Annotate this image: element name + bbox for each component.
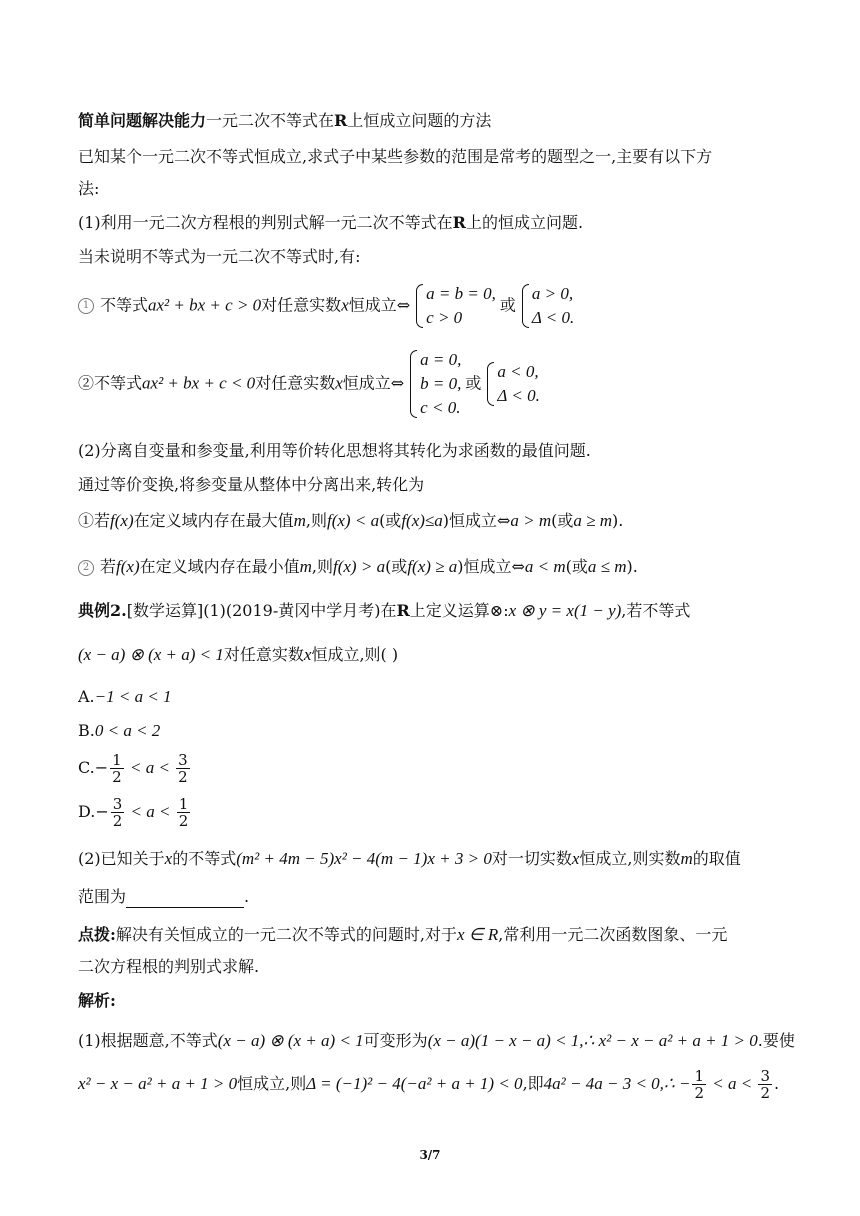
method-1 — [78, 212, 583, 234]
sys-row: c < 0. — [420, 398, 461, 417]
question-2 — [78, 848, 741, 870]
rule-text: ①若 — [78, 511, 111, 530]
q2-expr: m — [680, 849, 693, 868]
rule-expr: m — [293, 511, 306, 530]
circled-number-2: ② — [78, 373, 95, 393]
option-expr: −1 < a < 1 — [94, 687, 172, 706]
example-question — [78, 644, 398, 666]
example-expr: (x − a) ⊗ (x + a) < 1 — [78, 645, 224, 664]
case-1-expr: ax² + bx + c > 0 — [148, 295, 262, 315]
case-1-tail: 恒成立⇔ — [348, 295, 411, 315]
case-2-system-2 — [485, 360, 539, 408]
circled-number-1: 1 — [78, 298, 94, 314]
denominator: 2 — [694, 1084, 705, 1102]
q2-text: 范围为 — [78, 887, 127, 906]
q2-text: . — [244, 887, 250, 906]
case-1 — [78, 282, 578, 330]
example-text: 上定义运算⊗: — [409, 601, 509, 620]
solution-text: (1)根据题意,不等式 — [78, 1031, 218, 1050]
solution-label: 解析: — [78, 991, 116, 1010]
sys-row: c > 0 — [426, 308, 463, 327]
example-text: ,若不等式 — [621, 601, 691, 620]
q2-expr: x — [571, 849, 580, 868]
hint-line-2: 二次方程根的判别式求解. — [78, 957, 260, 976]
rule-text: )恒成立⇔ — [442, 511, 511, 530]
option-label: C. — [78, 758, 95, 777]
rule-text: ,则 — [311, 557, 333, 576]
option-expr: − — [95, 802, 109, 821]
option-label: B. — [78, 721, 95, 740]
heading-text: 一元二次不等式在 — [206, 111, 335, 130]
rule-text: (或 — [385, 557, 408, 576]
case-1-label: 不等式 — [100, 295, 149, 315]
option-d — [78, 796, 192, 829]
rule-expr: m — [299, 557, 312, 576]
case-2-x: x — [335, 373, 343, 393]
case-1-x: x — [341, 295, 349, 315]
option-expr: < a < — [126, 802, 175, 821]
rule-text: 在定义域内存在最小值 — [139, 557, 300, 576]
case-2-label: 不等式 — [94, 373, 143, 393]
rule-text: )恒成立⇔ — [457, 557, 525, 576]
rule-expr: a ≥ m — [573, 511, 613, 530]
intro-line-1: 已知某个一元二次不等式恒成立,求式子中某些参数的范围是常考的题型之一,主要有以下方 — [78, 147, 713, 166]
option-label: D. — [78, 802, 96, 821]
case-2-mid: 对任意实数 — [255, 373, 336, 393]
q2-text: 恒成立,则实数 — [579, 849, 681, 868]
denominator: 2 — [112, 768, 122, 786]
example-label: 典例2. — [78, 601, 127, 620]
numerator: 1 — [112, 751, 122, 769]
solution-text: .要使 — [757, 1031, 795, 1050]
denominator: 2 — [760, 1084, 771, 1102]
hint-text: ,常利用一元二次函数图象、一元 — [498, 925, 728, 944]
sys-row: a = 0, — [420, 350, 462, 369]
q2-expr: (m² + 4m − 5)x² − 4(m − 1)x + 3 > 0 — [236, 849, 492, 868]
fraction — [177, 796, 191, 829]
option-b — [78, 720, 160, 742]
q2-text: 的取值 — [692, 849, 741, 868]
rule-text: (或 — [551, 511, 574, 530]
example-expr: x ⊗ y = x(1 − y) — [508, 601, 622, 620]
case-1-system-2 — [520, 282, 574, 330]
heading-bold: 简单问题解决能力 — [78, 111, 207, 130]
circled-number-2: 2 — [78, 560, 94, 576]
fraction — [176, 752, 190, 785]
denominator: 2 — [112, 812, 123, 830]
fraction — [110, 752, 124, 785]
method-1-R: R — [452, 213, 466, 232]
rule-expr: a < m — [524, 557, 566, 576]
rule-expr: f(x) > a — [333, 557, 386, 576]
or-text: 或 — [499, 295, 516, 315]
solution-text: 可变形为 — [363, 1031, 428, 1050]
rule-text: ,则 — [305, 511, 327, 530]
example-text: 对任意实数 — [223, 645, 304, 664]
sys-row: a < 0, — [497, 362, 539, 381]
q2-text: 对一切实数 — [491, 849, 572, 868]
fraction — [758, 1068, 772, 1101]
method-1-text: (1)利用一元二次方程根的判别式解一元二次不等式在 — [78, 213, 453, 232]
case-2-expr: ax² + bx + c < 0 — [142, 373, 256, 393]
method-1-note: 当未说明不等式为一元二次不等式时,有: — [78, 247, 361, 266]
example-text: [数学运算](1)(2019-黄冈中学月考)在 — [126, 601, 397, 620]
rule-text: (或 — [379, 511, 402, 530]
rule-expr: f(x) — [110, 511, 134, 530]
example-text: 恒成立,则( ) — [311, 645, 399, 664]
rule-expr: a > m — [510, 511, 552, 530]
rule-text: 在定义域内存在最大值 — [133, 511, 294, 530]
solution-line-2 — [78, 1068, 779, 1101]
q2-expr: x — [164, 849, 173, 868]
example-header — [78, 600, 690, 622]
fraction — [692, 1068, 706, 1101]
solution-expr: x² − x − a² + a + 1 > 0 — [78, 1074, 238, 1093]
denominator: 2 — [178, 768, 188, 786]
solution-text: . — [774, 1074, 780, 1093]
hint-expr: x ∈ R — [457, 925, 499, 944]
method-2: (2)分离自变量和参变量,利用等价转化思想将其转化为求函数的最值问题. — [78, 441, 591, 460]
method-1-tail: 上的恒成立问题. — [465, 213, 584, 232]
or-text: 或 — [465, 373, 482, 393]
page-number: 3/7 — [419, 1148, 441, 1162]
rule-text: ). — [626, 557, 638, 576]
option-c — [78, 752, 192, 785]
rule-expr: ≤ — [424, 511, 435, 530]
solution-expr: (x − a) ⊗ (x + a) < 1 — [217, 1031, 364, 1050]
denominator: 2 — [178, 812, 189, 830]
case-1-mid: 对任意实数 — [261, 295, 342, 315]
option-a — [78, 686, 172, 708]
option-label: A. — [78, 687, 95, 706]
solution-expr: Δ = (−1)² − 4(−a² + a + 1) < 0 — [306, 1074, 523, 1093]
solution-text: ,即 — [522, 1074, 544, 1093]
rule-2 — [78, 556, 638, 578]
rule-expr: f(x) — [401, 511, 425, 530]
heading-R: R — [334, 111, 348, 130]
rule-1 — [78, 510, 623, 532]
case-2-system-1 — [408, 348, 461, 420]
method-2-note: 通过等价变换,将参变量从整体中分离出来,转化为 — [78, 475, 425, 494]
sys-row: a = b = 0, — [426, 284, 496, 303]
rule-text: (或 — [565, 557, 588, 576]
numerator: 3 — [178, 751, 188, 769]
solution-expr: (x − a)(1 − x − a) < 1,∴ x² − x − a² + a + 1 > 0 — [427, 1031, 758, 1050]
case-1-system-1 — [414, 282, 496, 330]
section-heading — [78, 110, 491, 132]
q2-text: 的不等式 — [172, 849, 237, 868]
fraction — [111, 796, 125, 829]
example-expr: x — [303, 645, 312, 664]
rule-expr: a — [434, 511, 443, 530]
sys-row: a > 0, — [531, 284, 574, 303]
case-2 — [78, 348, 544, 420]
hint-label: 点拨: — [78, 925, 116, 944]
hint-text: 解决有关恒成立的一元二次不等式的问题时,对于 — [115, 925, 458, 944]
numerator: 1 — [178, 795, 189, 813]
sys-row: Δ < 0. — [497, 386, 540, 405]
rule-expr: f(x) — [116, 557, 140, 576]
rule-expr: f(x) ≥ a — [407, 557, 458, 576]
answer-blank — [126, 891, 244, 908]
numerator: 3 — [112, 795, 123, 813]
solution-text: 恒成立,则 — [237, 1074, 307, 1093]
q2-text: (2)已知关于 — [78, 849, 165, 868]
option-expr: < a < — [125, 758, 175, 777]
solution-expr: < a < — [708, 1074, 757, 1093]
case-2-tail: 恒成立⇔ — [342, 373, 405, 393]
question-2-answer-line — [78, 886, 249, 908]
option-expr: 0 < a < 2 — [94, 721, 161, 740]
rule-text: ). — [612, 511, 624, 530]
numerator: 3 — [760, 1067, 771, 1085]
intro-line-2: 法: — [78, 179, 100, 198]
sys-row: Δ < 0. — [531, 308, 575, 327]
rule-text: 若 — [100, 557, 117, 576]
rule-expr: a ≤ m — [587, 557, 627, 576]
solution-expr: 4a² − 4a − 3 < 0,∴ − — [543, 1074, 691, 1093]
hint — [78, 924, 727, 946]
rule-expr: f(x) < a — [327, 511, 380, 530]
sys-row: b = 0, — [420, 374, 462, 393]
heading-tail: 上恒成立问题的方法 — [347, 111, 492, 130]
option-expr: − — [94, 758, 109, 777]
solution-line-1 — [78, 1030, 795, 1052]
example-R: R — [396, 601, 410, 620]
numerator: 1 — [694, 1067, 705, 1085]
